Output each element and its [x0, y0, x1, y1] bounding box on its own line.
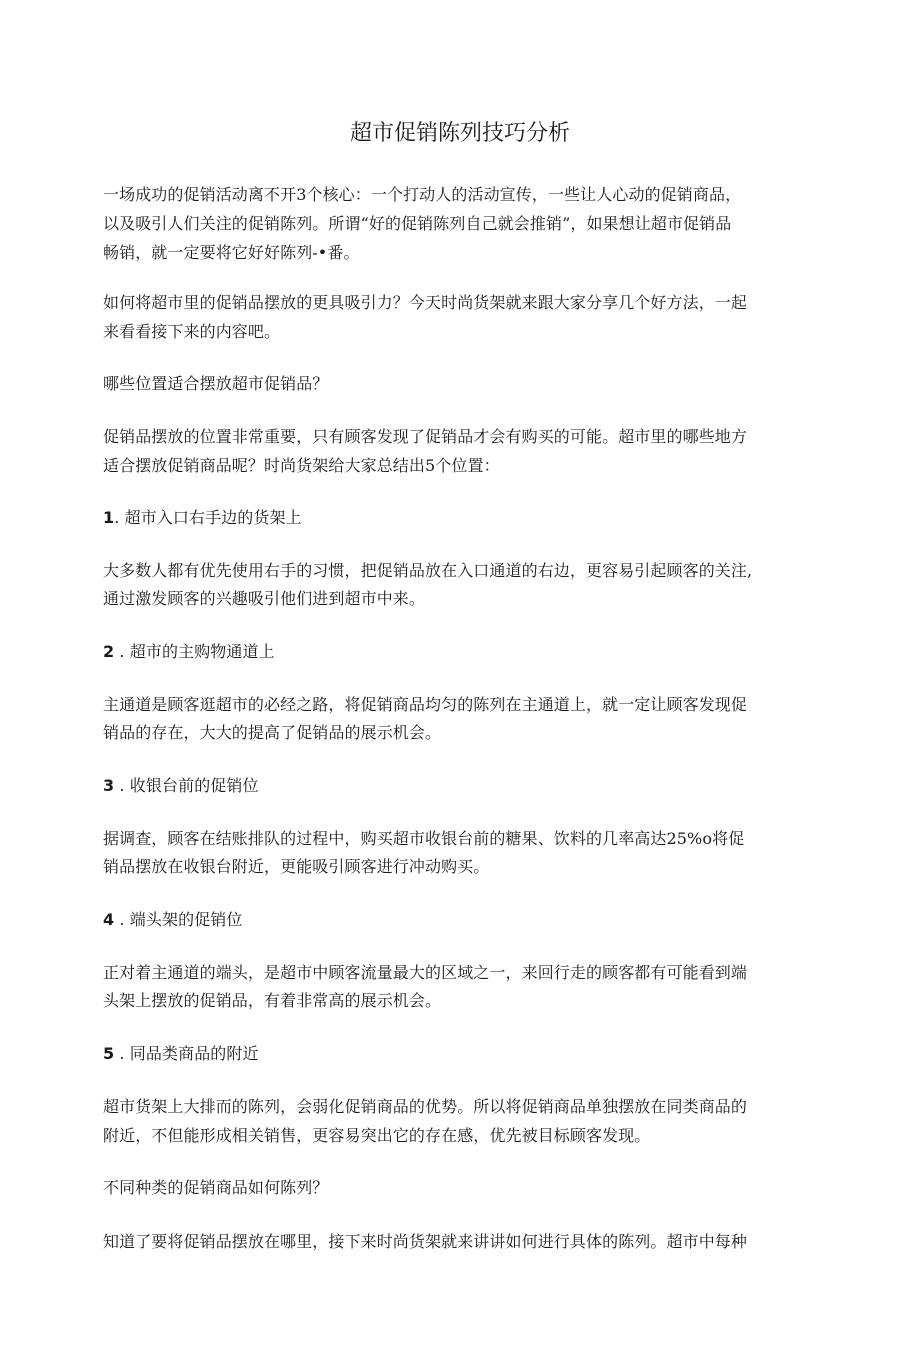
paragraph-line: 促销品摆放的位置非常重要，只有顾客发现了促销品才会有购买的可能。超市里的哪些地方 [103, 427, 748, 446]
item-number: 3 [103, 776, 115, 795]
document-title: 超市促销陈列技巧分析 [349, 121, 570, 146]
paragraph-line: 正对着主通道的端头，是超市中顾客流量最大的区域之一，来回行走的顾客都有可能看到端 [103, 963, 748, 982]
section-heading: 不同种类的促销商品如何陈列？ [103, 1178, 329, 1197]
paragraph-line: 如何将超市里的促销品摆放的更具吸引力？今天时尚货架就来跟大家分享几个好方法，一起 [103, 293, 748, 312]
list-item-heading [103, 642, 275, 662]
paragraph-line: 销品的存在，大大的提高了促销品的展示机会。 [103, 723, 442, 742]
paragraph-line: 来看看接下来的内容吧。 [103, 322, 281, 341]
paragraph-line: 畅销，就一定要将它好好陈列-•番。 [103, 243, 360, 262]
item-title: . 端头架的促销位 [114, 910, 243, 929]
list-item-heading [103, 508, 302, 528]
item-title: . 同品类商品的附近 [114, 1044, 259, 1063]
paragraph-line: 一场成功的促销活动离不开3个核心：一个打动人的活动宣传，一些让人心动的促销商品， [103, 185, 742, 204]
item-number: 2 [103, 642, 115, 661]
paragraph-line: 主通道是顾客逛超市的必经之路，将促销商品均匀的陈列在主通道上，就一定让顾客发现促 [103, 695, 748, 714]
paragraph-line: 适合摆放促销商品呢？时尚货架给大家总结出5个位置： [103, 456, 500, 475]
paragraph-line: 头架上摆放的促销品，有着非常高的展示机会。 [103, 991, 442, 1010]
section-heading: 哪些位置适合摆放超市促销品？ [103, 374, 329, 393]
paragraph-line: 以及吸引人们关注的促销陈列。所谓“好的促销陈列自己就会推销”，如果想让超市促销品 [103, 214, 732, 233]
paragraph-line: 销品摆放在收银台附近，更能吸引顾客进行冲动购买。 [103, 857, 490, 876]
item-title: . 超市的主购物通道上 [114, 642, 275, 661]
paragraph-line: 知道了要将促销品摆放在哪里，接下来时尚货架就来讲讲如何进行具体的陈列。超市中每种 [103, 1232, 748, 1251]
item-number: 5 [103, 1044, 115, 1063]
list-item-heading [103, 1044, 259, 1064]
item-number: 4 [103, 910, 115, 929]
paragraph-line: 通过激发顾客的兴趣吸引他们进到超市中来。 [103, 589, 426, 608]
paragraph-line: 大多数人都有优先使用右手的习惯，把促销品放在入口通道的右边，更容易引起顾客的关注, [103, 561, 753, 580]
item-title: . 收银台前的促销位 [114, 776, 259, 795]
list-item-heading [103, 776, 259, 796]
paragraph-line: 附近，不但能形成相关销售，更容易突出它的存在感，优先被目标顾客发现。 [103, 1126, 651, 1145]
list-item-heading [103, 910, 243, 930]
item-title: . 超市入口右手边的货架上 [114, 508, 302, 527]
item-number: 1 [103, 508, 115, 527]
paragraph-line: 据调查，顾客在结账排队的过程中，购买超市收银台前的糖果、饮料的几率高达25%o将促 [103, 829, 745, 848]
paragraph-line: 超市货架上大排而的陈列，会弱化促销商品的优势。所以将促销商品单独摆放在同类商品的 [103, 1097, 748, 1116]
